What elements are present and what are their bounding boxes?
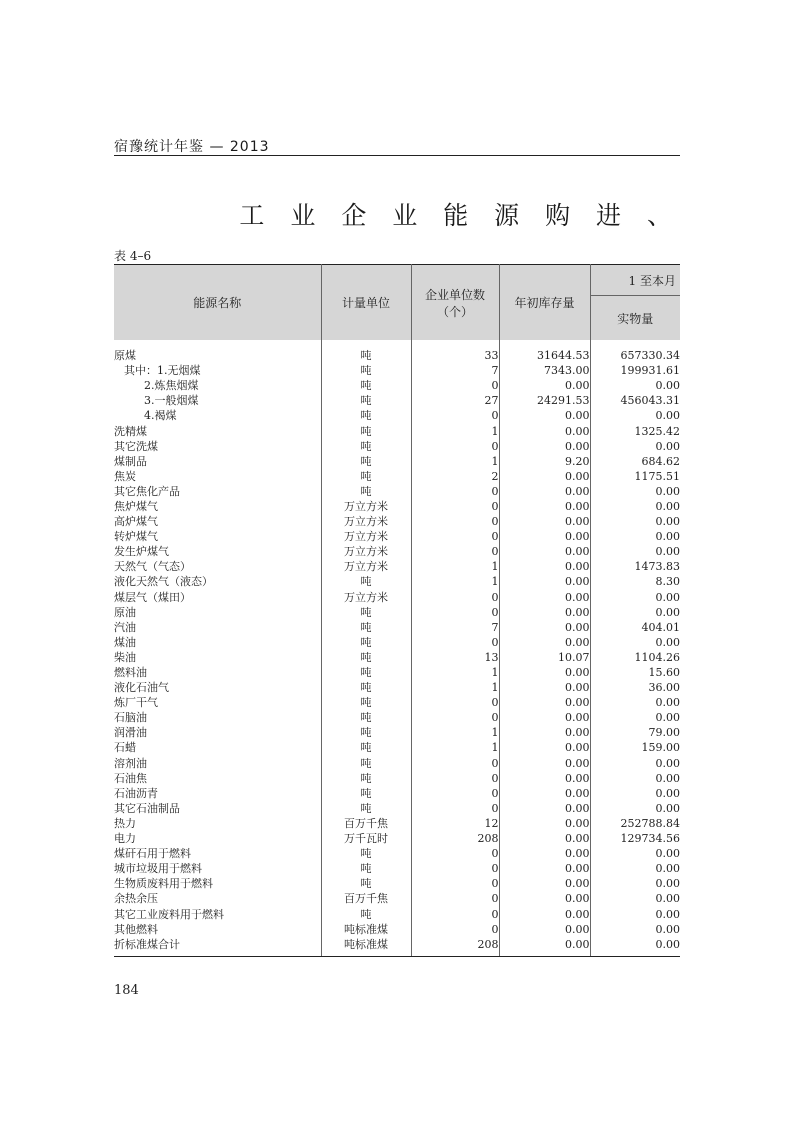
table-row bbox=[114, 771, 680, 786]
opening-stock-cell: 0.00 bbox=[499, 544, 590, 559]
enterprise-count-cell: 0 bbox=[411, 846, 499, 861]
table-row bbox=[114, 786, 680, 801]
energy-name: 转炉煤气 bbox=[114, 529, 321, 544]
energy-name: 炼厂干气 bbox=[114, 695, 321, 710]
unit-cell: 吨 bbox=[321, 786, 411, 801]
physical-quantity-cell: 0.00 bbox=[655, 439, 680, 453]
opening-stock-cell: 0.00 bbox=[499, 514, 590, 529]
enterprise-count-cell: 0 bbox=[411, 544, 499, 559]
enterprise-count-cell: 0 bbox=[411, 529, 499, 544]
enterprise-count-cell: 208 bbox=[411, 937, 499, 957]
opening-stock-cell: 0.00 bbox=[499, 710, 590, 725]
table-row bbox=[114, 559, 680, 574]
unit-cell: 吨 bbox=[321, 906, 411, 921]
enterprise-count-cell: 1 bbox=[411, 725, 499, 740]
enterprise-count-cell: 1 bbox=[411, 680, 499, 695]
physical-quantity-cell: 0.00 bbox=[655, 877, 680, 891]
header-count-line2: （个） bbox=[436, 304, 473, 319]
table-row bbox=[114, 484, 680, 499]
unit-cell: 万立方米 bbox=[321, 590, 411, 605]
opening-stock-cell: 9.20 bbox=[499, 454, 590, 469]
header-physical-quantity: 实物量 bbox=[590, 296, 680, 341]
physical-quantity-cell: 0.00 bbox=[655, 862, 680, 876]
table-number: 表 4–6 bbox=[114, 249, 152, 263]
unit-cell: 吨 bbox=[321, 620, 411, 635]
opening-stock-cell: 0.00 bbox=[499, 740, 590, 755]
energy-table bbox=[114, 264, 680, 957]
enterprise-count-cell: 0 bbox=[411, 378, 499, 393]
energy-name: 液化石油气 bbox=[114, 680, 321, 695]
enterprise-count-cell: 0 bbox=[411, 710, 499, 725]
opening-stock-cell: 0.00 bbox=[499, 771, 590, 786]
enterprise-count-cell: 0 bbox=[411, 605, 499, 620]
unit-cell: 吨 bbox=[321, 725, 411, 740]
opening-stock-cell: 24291.53 bbox=[499, 393, 590, 408]
physical-quantity-cell: 0.00 bbox=[655, 530, 680, 544]
table-row bbox=[114, 937, 680, 957]
physical-quantity-cell: 0.00 bbox=[655, 711, 680, 725]
enterprise-count-cell: 0 bbox=[411, 499, 499, 514]
unit-cell: 万立方米 bbox=[321, 544, 411, 559]
unit-cell: 吨 bbox=[321, 408, 411, 423]
header-unit: 计量单位 bbox=[321, 265, 411, 341]
unit-cell: 吨 bbox=[321, 846, 411, 861]
enterprise-count-cell: 1 bbox=[411, 423, 499, 438]
physical-quantity-cell: 0.00 bbox=[655, 484, 680, 498]
energy-name: 煤矸石用于燃料 bbox=[114, 846, 321, 861]
enterprise-count-cell: 0 bbox=[411, 756, 499, 771]
energy-name: 石蜡 bbox=[114, 740, 321, 755]
energy-name: 焦炉煤气 bbox=[114, 499, 321, 514]
unit-cell: 吨 bbox=[321, 378, 411, 393]
unit-cell: 吨 bbox=[321, 771, 411, 786]
enterprise-count-cell: 13 bbox=[411, 650, 499, 665]
physical-quantity-cell: 0.00 bbox=[655, 801, 680, 815]
energy-name: 生物质废料用于燃料 bbox=[114, 876, 321, 891]
energy-name: 城市垃圾用于燃料 bbox=[114, 861, 321, 876]
header-rule bbox=[114, 155, 680, 156]
unit-cell: 吨 bbox=[321, 876, 411, 891]
enterprise-count-cell: 0 bbox=[411, 906, 499, 921]
enterprise-count-cell: 1 bbox=[411, 665, 499, 680]
enterprise-count-cell: 0 bbox=[411, 635, 499, 650]
opening-stock-cell: 0.00 bbox=[499, 574, 590, 589]
table-row bbox=[114, 590, 680, 605]
opening-stock-cell: 10.07 bbox=[499, 650, 590, 665]
physical-quantity-cell: 0.00 bbox=[655, 515, 680, 529]
header-opening-stock: 年初库存量 bbox=[499, 265, 590, 341]
physical-quantity-cell: 0.00 bbox=[655, 922, 680, 936]
opening-stock-cell: 0.00 bbox=[499, 423, 590, 438]
opening-stock-cell: 0.00 bbox=[499, 499, 590, 514]
physical-quantity-cell: 129734.56 bbox=[620, 832, 680, 846]
unit-cell: 百万千焦 bbox=[321, 891, 411, 906]
energy-name: 石油沥青 bbox=[114, 786, 321, 801]
enterprise-count-cell: 7 bbox=[411, 620, 499, 635]
enterprise-count-cell: 0 bbox=[411, 861, 499, 876]
opening-stock-cell: 31644.53 bbox=[499, 340, 590, 363]
energy-name: 3.一般烟煤 bbox=[114, 393, 321, 408]
unit-cell: 吨 bbox=[321, 635, 411, 650]
opening-stock-cell: 0.00 bbox=[499, 846, 590, 861]
physical-quantity-cell: 0.00 bbox=[655, 696, 680, 710]
table-row bbox=[114, 922, 680, 937]
energy-name: 煤油 bbox=[114, 635, 321, 650]
energy-name: 高炉煤气 bbox=[114, 514, 321, 529]
page-title: 工 业 企 业 能 源 购 进 、 bbox=[239, 201, 681, 230]
unit-cell: 吨 bbox=[321, 801, 411, 816]
table-row bbox=[114, 454, 680, 469]
enterprise-count-cell: 1 bbox=[411, 454, 499, 469]
enterprise-count-cell: 0 bbox=[411, 408, 499, 423]
unit-cell: 吨 bbox=[321, 861, 411, 876]
enterprise-count-cell: 0 bbox=[411, 801, 499, 816]
energy-name: 其它焦化产品 bbox=[114, 484, 321, 499]
energy-name: 原油 bbox=[114, 605, 321, 620]
table-row bbox=[114, 620, 680, 635]
unit-cell: 吨 bbox=[321, 680, 411, 695]
header-count-line1: 企业单位数 bbox=[424, 287, 485, 302]
table-row bbox=[114, 891, 680, 906]
table-row bbox=[114, 831, 680, 846]
opening-stock-cell: 0.00 bbox=[499, 831, 590, 846]
opening-stock-cell: 0.00 bbox=[499, 590, 590, 605]
enterprise-count-cell: 7 bbox=[411, 363, 499, 378]
energy-name: 原煤 bbox=[114, 340, 321, 363]
table-row bbox=[114, 861, 680, 876]
table-row bbox=[114, 695, 680, 710]
energy-name: 汽油 bbox=[114, 620, 321, 635]
header-energy-name: 能源名称 bbox=[114, 265, 321, 341]
energy-name: 其中：1.无烟煤 bbox=[114, 363, 321, 378]
physical-quantity-cell: 0.00 bbox=[655, 379, 680, 393]
physical-quantity-cell: 0.00 bbox=[655, 605, 680, 619]
table-row bbox=[114, 876, 680, 891]
energy-name: 发生炉煤气 bbox=[114, 544, 321, 559]
table-row bbox=[114, 340, 680, 363]
opening-stock-cell: 0.00 bbox=[499, 725, 590, 740]
physical-quantity-cell: 404.01 bbox=[641, 620, 680, 634]
unit-cell: 百万千焦 bbox=[321, 816, 411, 831]
opening-stock-cell: 0.00 bbox=[499, 484, 590, 499]
opening-stock-cell: 0.00 bbox=[499, 906, 590, 921]
unit-cell: 吨 bbox=[321, 393, 411, 408]
opening-stock-cell: 0.00 bbox=[499, 378, 590, 393]
table-row bbox=[114, 801, 680, 816]
opening-stock-cell: 0.00 bbox=[499, 786, 590, 801]
opening-stock-cell: 0.00 bbox=[499, 922, 590, 937]
physical-quantity-cell: 0.00 bbox=[655, 892, 680, 906]
enterprise-count-cell: 2 bbox=[411, 469, 499, 484]
opening-stock-cell: 0.00 bbox=[499, 876, 590, 891]
physical-quantity-cell: 0.00 bbox=[590, 937, 680, 957]
energy-name: 其它洗煤 bbox=[114, 439, 321, 454]
physical-quantity-cell: 15.60 bbox=[648, 666, 680, 680]
unit-cell: 吨 bbox=[321, 605, 411, 620]
unit-cell: 万立方米 bbox=[321, 514, 411, 529]
energy-name: 电力 bbox=[114, 831, 321, 846]
physical-quantity-cell: 199931.61 bbox=[620, 364, 680, 378]
opening-stock-cell: 0.00 bbox=[499, 891, 590, 906]
table-row bbox=[114, 740, 680, 755]
enterprise-count-cell: 208 bbox=[411, 831, 499, 846]
physical-quantity-cell: 657330.34 bbox=[620, 349, 680, 363]
physical-quantity-cell: 8.30 bbox=[655, 575, 680, 589]
unit-cell: 吨 bbox=[321, 574, 411, 589]
table-row bbox=[114, 725, 680, 740]
physical-quantity-cell: 684.62 bbox=[641, 454, 680, 468]
opening-stock-cell: 0.00 bbox=[499, 937, 590, 957]
physical-quantity-cell: 36.00 bbox=[648, 681, 680, 695]
unit-cell: 吨 bbox=[321, 363, 411, 378]
unit-cell: 吨 bbox=[321, 695, 411, 710]
opening-stock-cell: 0.00 bbox=[499, 816, 590, 831]
energy-name: 4.褐煤 bbox=[114, 408, 321, 423]
table-row bbox=[114, 650, 680, 665]
opening-stock-cell: 7343.00 bbox=[499, 363, 590, 378]
physical-quantity-cell: 0.00 bbox=[655, 756, 680, 770]
table-row bbox=[114, 574, 680, 589]
table-row bbox=[114, 846, 680, 861]
table-row bbox=[114, 469, 680, 484]
physical-quantity-cell: 159.00 bbox=[641, 741, 680, 755]
table-row bbox=[114, 906, 680, 921]
table-body bbox=[114, 340, 680, 956]
opening-stock-cell: 0.00 bbox=[499, 605, 590, 620]
energy-name: 柴油 bbox=[114, 650, 321, 665]
energy-name: 其他燃料 bbox=[114, 922, 321, 937]
opening-stock-cell: 0.00 bbox=[499, 559, 590, 574]
energy-name: 2.炼焦烟煤 bbox=[114, 378, 321, 393]
header-enterprise-count bbox=[411, 265, 499, 341]
opening-stock-cell: 0.00 bbox=[499, 620, 590, 635]
unit-cell: 吨 bbox=[321, 423, 411, 438]
unit-cell: 吨 bbox=[321, 665, 411, 680]
opening-stock-cell: 0.00 bbox=[499, 439, 590, 454]
opening-stock-cell: 0.00 bbox=[499, 408, 590, 423]
energy-name: 石油焦 bbox=[114, 771, 321, 786]
table-row bbox=[114, 529, 680, 544]
unit-cell: 吨 bbox=[321, 710, 411, 725]
physical-quantity-cell: 1104.26 bbox=[634, 650, 680, 664]
energy-name: 润滑油 bbox=[114, 725, 321, 740]
enterprise-count-cell: 12 bbox=[411, 816, 499, 831]
enterprise-count-cell: 0 bbox=[411, 771, 499, 786]
table-row bbox=[114, 363, 680, 378]
energy-name: 石脑油 bbox=[114, 710, 321, 725]
opening-stock-cell: 0.00 bbox=[499, 801, 590, 816]
energy-name: 其它工业废料用于燃料 bbox=[114, 906, 321, 921]
page-number: 184 bbox=[114, 983, 139, 998]
table-row bbox=[114, 680, 680, 695]
energy-name: 燃料油 bbox=[114, 665, 321, 680]
unit-cell: 吨 bbox=[321, 650, 411, 665]
physical-quantity-cell: 456043.31 bbox=[620, 394, 680, 408]
opening-stock-cell: 0.00 bbox=[499, 680, 590, 695]
enterprise-count-cell: 0 bbox=[411, 514, 499, 529]
physical-quantity-cell: 79.00 bbox=[648, 726, 680, 740]
energy-name: 焦炭 bbox=[114, 469, 321, 484]
table-row bbox=[114, 635, 680, 650]
table-row bbox=[114, 816, 680, 831]
enterprise-count-cell: 0 bbox=[411, 695, 499, 710]
table-row bbox=[114, 423, 680, 438]
energy-name: 液化天然气（液态） bbox=[114, 574, 321, 589]
enterprise-count-cell: 0 bbox=[411, 891, 499, 906]
running-head: 宿豫统计年鉴 — 2013 bbox=[114, 139, 270, 155]
physical-quantity-cell: 1175.51 bbox=[634, 469, 680, 483]
enterprise-count-cell: 0 bbox=[411, 590, 499, 605]
header-period: 1 至本月 bbox=[590, 265, 680, 296]
energy-name: 热力 bbox=[114, 816, 321, 831]
unit-cell: 吨标准煤 bbox=[321, 937, 411, 957]
unit-cell: 吨 bbox=[321, 756, 411, 771]
energy-name: 洗精煤 bbox=[114, 423, 321, 438]
physical-quantity-cell: 1325.42 bbox=[634, 424, 680, 438]
unit-cell: 吨标准煤 bbox=[321, 922, 411, 937]
energy-name: 煤层气（煤田） bbox=[114, 590, 321, 605]
energy-name: 折标准煤合计 bbox=[114, 937, 321, 957]
physical-quantity-cell: 0.00 bbox=[655, 847, 680, 861]
enterprise-count-cell: 0 bbox=[411, 484, 499, 499]
unit-cell: 万立方米 bbox=[321, 559, 411, 574]
table-row bbox=[114, 710, 680, 725]
unit-cell: 吨 bbox=[321, 484, 411, 499]
enterprise-count-cell: 0 bbox=[411, 876, 499, 891]
table-row bbox=[114, 393, 680, 408]
unit-cell: 万立方米 bbox=[321, 529, 411, 544]
physical-quantity-cell: 0.00 bbox=[655, 786, 680, 800]
energy-name: 天然气（气态） bbox=[114, 559, 321, 574]
table-row bbox=[114, 439, 680, 454]
table-row bbox=[114, 605, 680, 620]
physical-quantity-cell: 0.00 bbox=[655, 635, 680, 649]
physical-quantity-cell: 0.00 bbox=[655, 499, 680, 513]
enterprise-count-cell: 0 bbox=[411, 786, 499, 801]
table-row bbox=[114, 514, 680, 529]
physical-quantity-cell: 252788.84 bbox=[620, 816, 680, 830]
unit-cell: 吨 bbox=[321, 469, 411, 484]
unit-cell: 万立方米 bbox=[321, 499, 411, 514]
energy-name: 溶剂油 bbox=[114, 756, 321, 771]
physical-quantity-cell: 0.00 bbox=[655, 907, 680, 921]
enterprise-count-cell: 1 bbox=[411, 559, 499, 574]
table-row bbox=[114, 408, 680, 423]
energy-name: 余热余压 bbox=[114, 891, 321, 906]
enterprise-count-cell: 0 bbox=[411, 922, 499, 937]
unit-cell: 吨 bbox=[321, 340, 411, 363]
unit-cell: 万千瓦时 bbox=[321, 831, 411, 846]
enterprise-count-cell: 1 bbox=[411, 574, 499, 589]
opening-stock-cell: 0.00 bbox=[499, 756, 590, 771]
physical-quantity-cell: 0.00 bbox=[655, 771, 680, 785]
physical-quantity-cell: 0.00 bbox=[655, 409, 680, 423]
unit-cell: 吨 bbox=[321, 454, 411, 469]
enterprise-count-cell: 33 bbox=[411, 340, 499, 363]
table-header bbox=[114, 265, 680, 341]
opening-stock-cell: 0.00 bbox=[499, 469, 590, 484]
table-row bbox=[114, 544, 680, 559]
energy-name: 其它石油制品 bbox=[114, 801, 321, 816]
enterprise-count-cell: 27 bbox=[411, 393, 499, 408]
table-row bbox=[114, 665, 680, 680]
opening-stock-cell: 0.00 bbox=[499, 861, 590, 876]
opening-stock-cell: 0.00 bbox=[499, 529, 590, 544]
opening-stock-cell: 0.00 bbox=[499, 695, 590, 710]
opening-stock-cell: 0.00 bbox=[499, 665, 590, 680]
physical-quantity-cell: 0.00 bbox=[655, 545, 680, 559]
physical-quantity-cell: 0.00 bbox=[655, 590, 680, 604]
table-row bbox=[114, 499, 680, 514]
table-row bbox=[114, 756, 680, 771]
unit-cell: 吨 bbox=[321, 439, 411, 454]
enterprise-count-cell: 1 bbox=[411, 740, 499, 755]
table-row bbox=[114, 378, 680, 393]
energy-name: 煤制品 bbox=[114, 454, 321, 469]
enterprise-count-cell: 0 bbox=[411, 439, 499, 454]
unit-cell: 吨 bbox=[321, 740, 411, 755]
opening-stock-cell: 0.00 bbox=[499, 635, 590, 650]
physical-quantity-cell: 1473.83 bbox=[634, 560, 680, 574]
